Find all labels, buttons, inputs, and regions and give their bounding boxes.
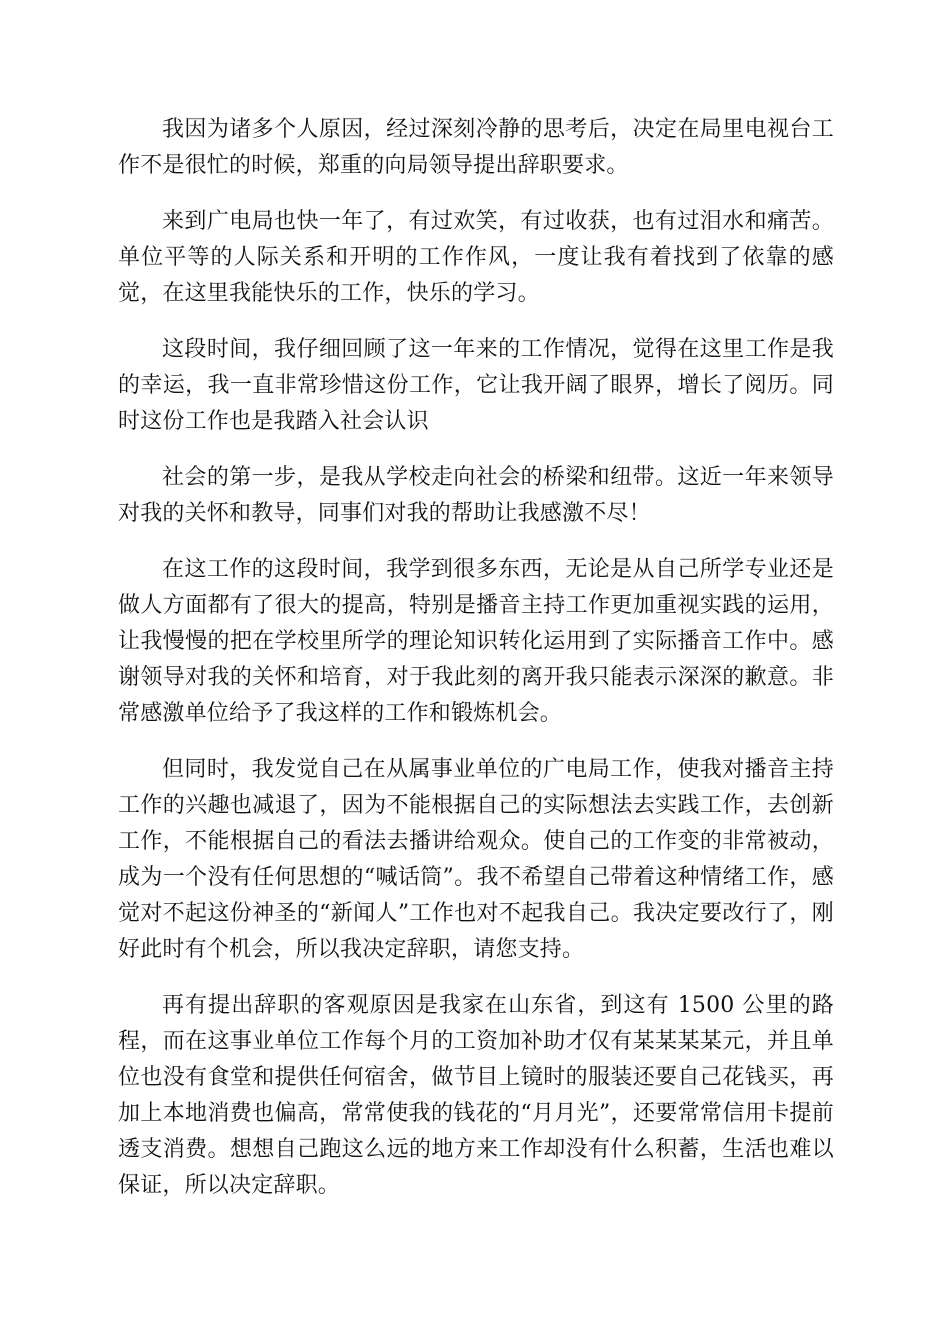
paragraph-7: 再有提出辞职的客观原因是我家在山东省，到这有 1500 公里的路程，而在这事业单位工作每个月的工资加补助才仅有某某某某元，并且单位也没有食堂和提供任何宿舍，做节目上镜时的服装还要自己花钱买，再加上本地消费也偏高，常常使我的钱花的“月月光”，还要常常信用卡提前透支消费。想想自己跑这么远的地方来工作却没有什么积蓄，生活也难以保证，所以决定辞职。 (118, 993, 834, 1198)
paragraph-6: 但同时，我发觉自己在从属事业单位的广电局工作，使我对播音主持工作的兴趣也减退了，因为不能根据自己的实际想法去实践工作，去创新工作，不能根据自己的看法去播讲给观众。使自己的工作变的非常被动，成为一个没有任何思想的“喊话筒”。我不希望自己带着这种情绪工作，感觉对不起这份神圣的“新闻人”工作也对不起我自己。我决定要改行了，刚好此时有个机会，所以我决定辞职，请您支持。 (118, 757, 834, 962)
paragraph-2: 来到广电局也快一年了，有过欢笑，有过收获，也有过泪水和痛苦。单位平等的人际关系和开明的工作作风，一度让我有着找到了依靠的感觉，在这里我能快乐的工作，快乐的学习。 (118, 209, 834, 306)
paragraph-5: 在这工作的这段时间，我学到很多东西，无论是从自己所学专业还是做人方面都有了很大的提高，特别是播音主持工作更加重视实践的运用，让我慢慢的把在学校里所学的理论知识转化运用到了实际播音工作中。感谢领导对我的关怀和培育，对于我此刻的离开我只能表示深深的歉意。非常感激单位给予了我这样的工作和锻炼机会。 (118, 557, 834, 726)
document-body (118, 112, 834, 1204)
paragraph-1: 我因为诸多个人原因，经过深刻冷静的思考后，决定在局里电视台工作不是很忙的时候，郑重的向局领导提出辞职要求。 (118, 117, 834, 178)
paragraph-3: 这段时间，我仔细回顾了这一年来的工作情况，觉得在这里工作是我的幸运，我一直非常珍惜这份工作，它让我开阔了眼界，增长了阅历。同时这份工作也是我踏入社会认识 (118, 337, 834, 434)
paragraph-4: 社会的第一步，是我从学校走向社会的桥梁和纽带。这近一年来领导对我的关怀和教导，同事们对我的帮助让我感激不尽！ (118, 465, 834, 526)
